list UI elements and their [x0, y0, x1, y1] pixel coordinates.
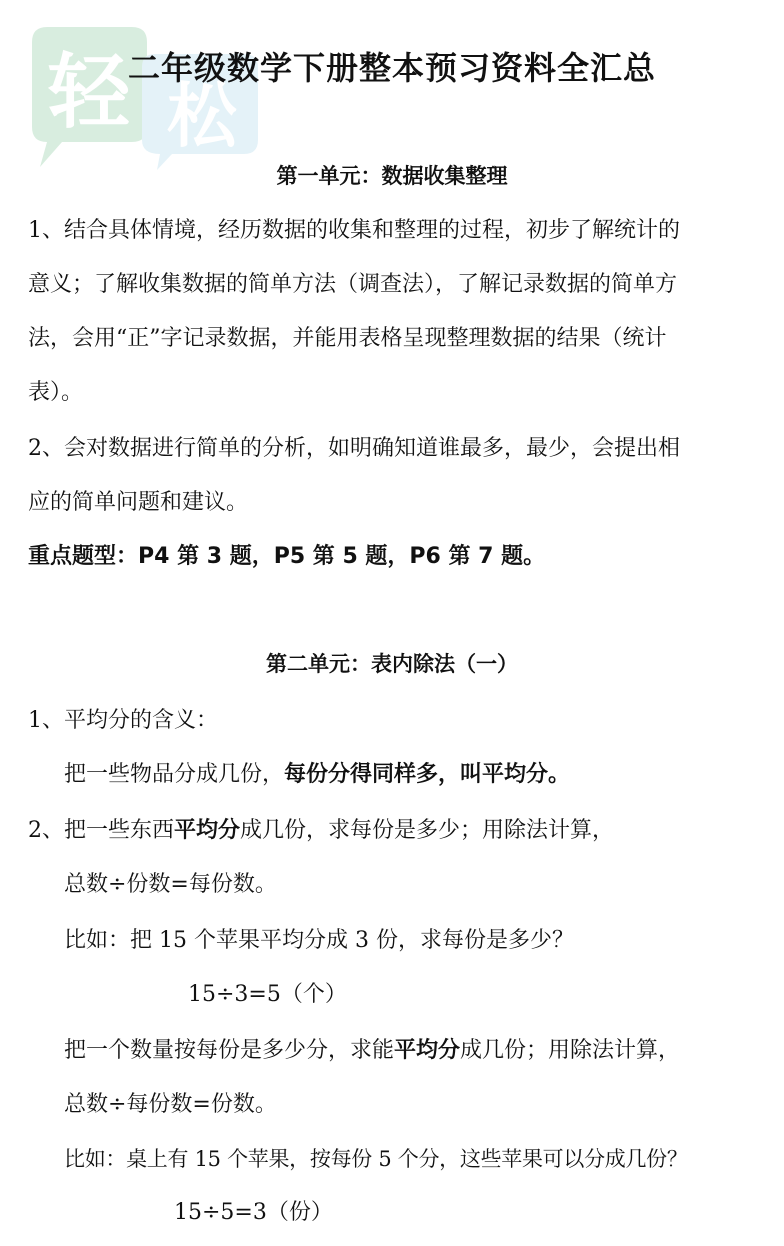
- item3-part-c: 成几份；用除法计算，: [460, 1038, 681, 1063]
- unit1-p1-line-1: 1、结合具体情境，经历数据的收集和整理的过程，初步了解统计的: [28, 218, 680, 243]
- item3-bold: 平均分: [394, 1038, 461, 1063]
- formula-2: 总数÷每份数=份数。: [64, 1092, 277, 1117]
- example-2: 比如：桌上有 15 个苹果，按每份 5 个分，这些苹果可以分成几份？: [64, 1147, 688, 1171]
- answer-2: 15÷5=3（份）: [174, 1200, 333, 1225]
- unit1-key-questions: 重点题型：P4 第 3 题，P5 第 5 题，P6 第 7 题。: [28, 544, 546, 569]
- item2-bold: 平均分: [174, 818, 241, 843]
- definition-plain: 把一些物品分成几份，: [64, 762, 285, 787]
- answer-1: 15÷3=5（个）: [188, 982, 347, 1007]
- formula-1: 总数÷份数=每份数。: [64, 872, 277, 897]
- unit1-p1-line-2: 意义；了解收集数据的简单方法（调查法），了解记录数据的简单方: [28, 272, 678, 297]
- watermark-char-1: 轻: [47, 45, 131, 140]
- item3-part-a: 把一个数量按每份是多少分，求能: [64, 1038, 395, 1063]
- unit1-p1-line-3: 法，会用“正”字记录数据，并能用表格呈现整理数据的结果（统计: [28, 326, 667, 351]
- definition-bold: 每份分得同样多，叫平均分。: [284, 762, 571, 787]
- document-title: 二年级数学下册整本预习资料全汇总: [127, 49, 656, 87]
- unit1-p1-line-4: 表）。: [28, 380, 84, 405]
- example-1: 比如：把 15 个苹果平均分成 3 份，求每份是多少？: [64, 928, 574, 953]
- unit2-item3: [64, 1034, 680, 1068]
- unit1-heading: 第一单元：数据收集整理: [276, 164, 508, 188]
- watermark-char-2: 松: [167, 75, 237, 157]
- unit2-item1-title: 1、平均分的含义：: [28, 708, 218, 733]
- unit2-item2: [28, 814, 614, 848]
- unit1-p2-line-2: 应的简单问题和建议。: [28, 490, 249, 515]
- unit2-heading: 第二单元：表内除法（一）: [266, 652, 518, 676]
- unit1-p2-line-1: 2、会对数据进行简单的分析，如明确知道谁最多，最少，会提出相: [28, 436, 680, 461]
- item2-part-a: 2、把一些东西: [28, 818, 174, 843]
- unit2-item1-definition: [64, 758, 570, 792]
- item2-part-c: 成几份，求每份是多少；用除法计算，: [240, 818, 615, 843]
